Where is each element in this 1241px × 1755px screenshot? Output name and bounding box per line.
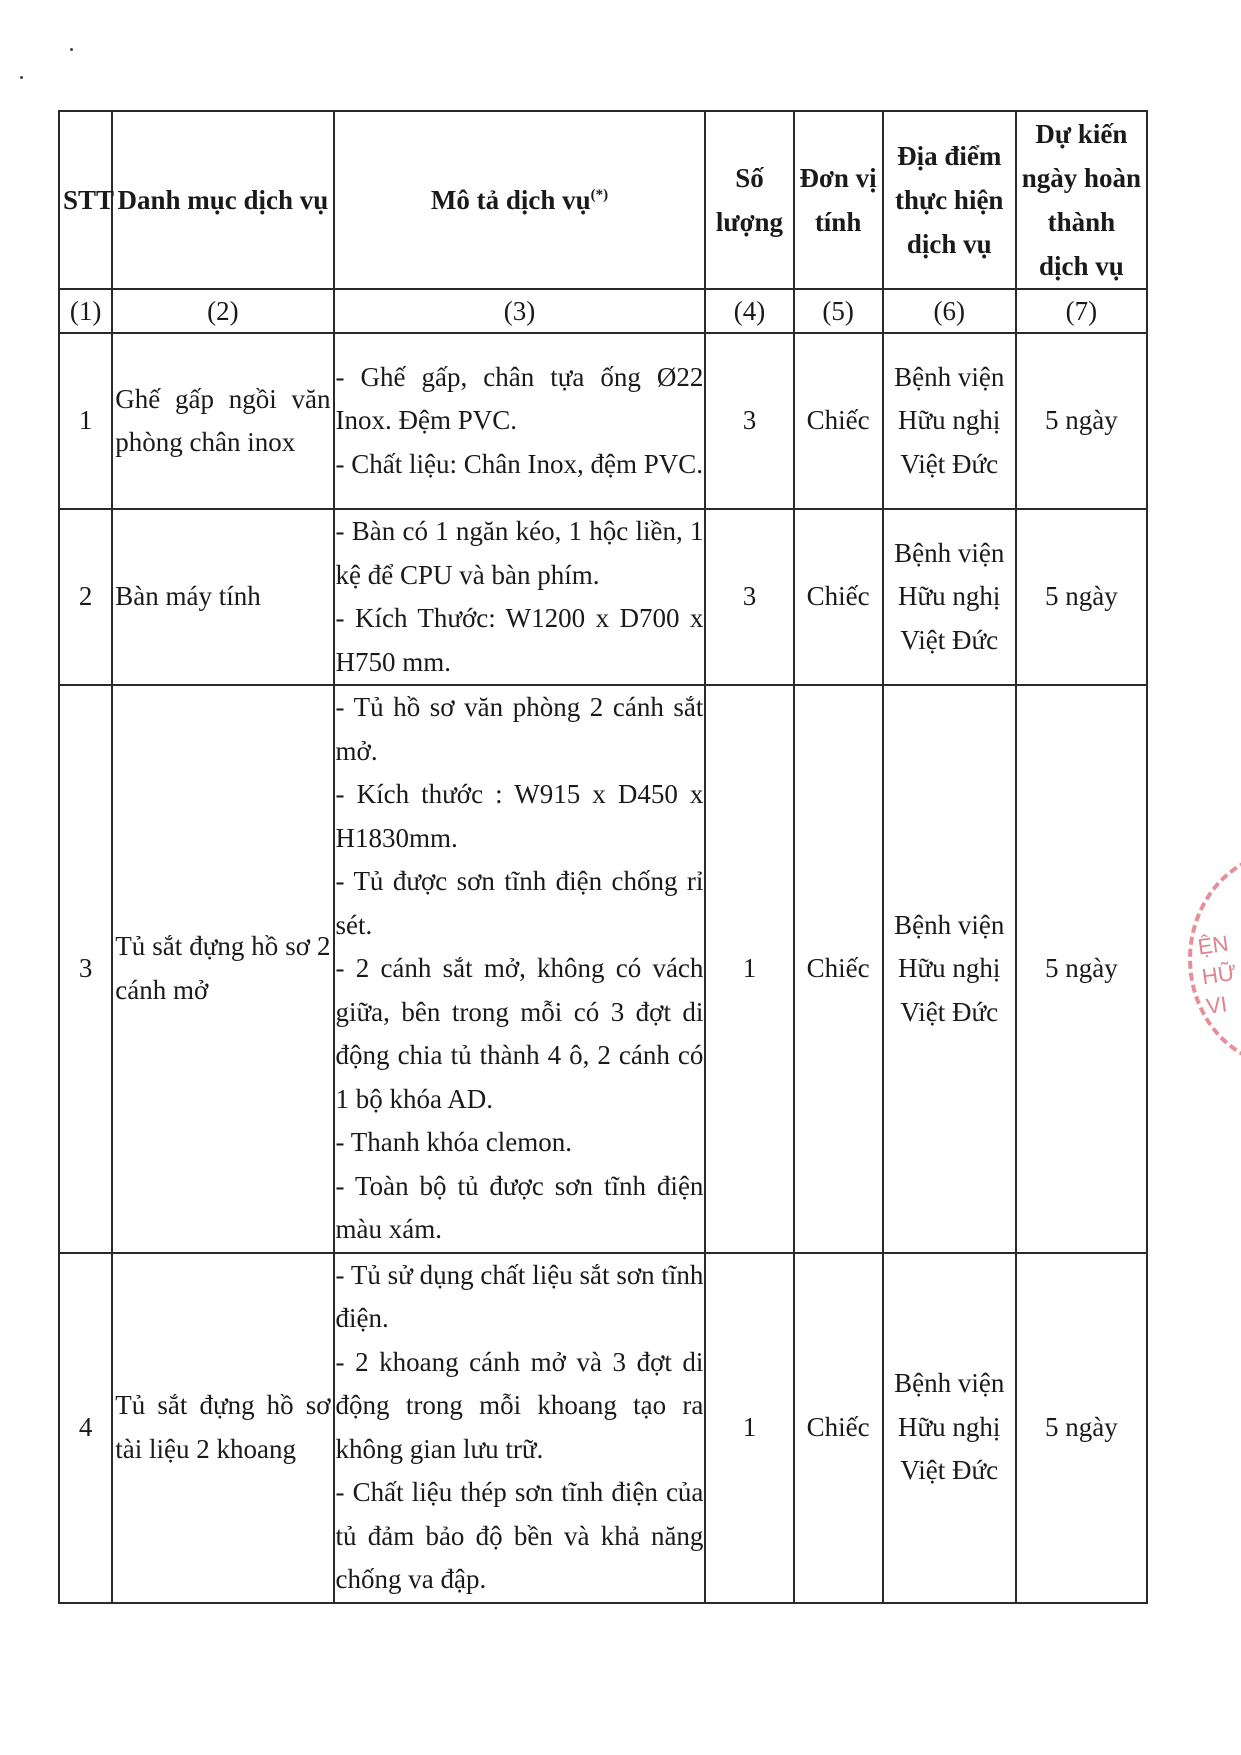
column-number: (7) xyxy=(1016,289,1147,333)
row-stt: 4 xyxy=(59,1253,112,1603)
header-completion: Dự kiến ngày hoàn thành dịch vụ xyxy=(1016,111,1147,289)
description-line: - Chất liệu: Chân Inox, đệm PVC. xyxy=(335,448,704,479)
header-quantity: Số lượng xyxy=(705,111,793,289)
row-quantity: 3 xyxy=(705,333,793,509)
row-quantity: 1 xyxy=(705,685,793,1253)
row-stt: 1 xyxy=(59,333,112,509)
row-service-name: Bàn máy tính xyxy=(112,509,333,685)
row-stt: 2 xyxy=(59,509,112,685)
description-line: - Thanh khóa clemon. xyxy=(335,1127,572,1157)
description-line: - Kích thước : W915 x D450 x H1830mm. xyxy=(335,779,704,853)
row-description xyxy=(334,509,706,685)
column-number: (1) xyxy=(59,289,112,333)
row-stt: 3 xyxy=(59,685,112,1253)
column-number-row xyxy=(59,289,1147,333)
header-location: Địa điểm thực hiện dịch vụ xyxy=(883,111,1016,289)
header-service-category: Danh mục dịch vụ xyxy=(112,111,333,289)
column-number: (5) xyxy=(794,289,883,333)
description-line: - Tủ được sơn tĩnh điện chống rỉ sét. xyxy=(335,866,704,940)
header-row xyxy=(59,111,1147,289)
description-line: - Toàn bộ tủ được sơn tĩnh điện màu xám. xyxy=(335,1170,704,1244)
row-service-name: Tủ sắt đựng hồ sơ tài liệu 2 khoang xyxy=(112,1253,333,1603)
table-row xyxy=(59,685,1147,1253)
header-service-description: Mô tả dịch vụ(*) xyxy=(334,111,706,289)
services-table xyxy=(58,110,1148,1604)
row-unit: Chiếc xyxy=(794,1253,883,1603)
row-service-name: Tủ sắt đựng hồ sơ 2 cánh mở xyxy=(112,685,333,1253)
scan-speck xyxy=(70,48,73,51)
column-number: (3) xyxy=(334,289,706,333)
column-number: (4) xyxy=(705,289,793,333)
column-number: (6) xyxy=(883,289,1016,333)
row-quantity: 3 xyxy=(705,509,793,685)
description-line: - Ghế gấp, chân tựa ống Ø22 Inox. Đệm PVC. xyxy=(335,361,704,436)
description-line: - Chất liệu thép sơn tĩnh điện của tủ đảm bảo độ bền và khả năng chống va đập. xyxy=(335,1477,704,1594)
stamp-line: VI xyxy=(1204,991,1229,1020)
row-completion: 5 ngày xyxy=(1016,333,1147,509)
table-row xyxy=(59,1253,1147,1603)
header-unit: Đơn vị tính xyxy=(794,111,883,289)
row-unit: Chiếc xyxy=(794,509,883,685)
row-location: Bệnh viện Hữu nghị Việt Đức xyxy=(883,685,1016,1253)
row-unit: Chiếc xyxy=(794,333,883,509)
row-quantity: 1 xyxy=(705,1253,793,1603)
scan-speck xyxy=(20,76,23,79)
table-row xyxy=(59,333,1147,509)
description-line: - 2 cánh sắt mở, không có vách giữa, bên trong mỗi có 3 đợt di động chia tủ thành 4 ô, 2 cánh có 1 bộ khóa AD. xyxy=(335,953,704,1114)
row-completion: 5 ngày xyxy=(1016,685,1147,1253)
row-service-name: Ghế gấp ngồi văn phòng chân inox xyxy=(112,333,333,509)
row-completion: 5 ngày xyxy=(1016,509,1147,685)
description-footnote-mark: (*) xyxy=(590,187,609,203)
column-number: (2) xyxy=(112,289,333,333)
stamp-line: HỮ xyxy=(1200,959,1239,990)
red-seal-stamp xyxy=(1188,850,1241,1060)
stamp-line: ỆN xyxy=(1196,930,1230,960)
description-line: - Kích Thước: W1200 x D700 x H750 mm. xyxy=(335,603,704,677)
header-stt: STT xyxy=(59,111,112,289)
description-line: - Tủ hồ sơ văn phòng 2 cánh sắt mở. xyxy=(335,692,704,766)
description-line: - Tủ sử dụng chất liệu sắt sơn tĩnh điện. xyxy=(335,1259,704,1333)
row-completion: 5 ngày xyxy=(1016,1253,1147,1603)
description-line: - 2 khoang cánh mở và 3 đợt di động trong mỗi khoang tạo ra không gian lưu trữ. xyxy=(335,1346,704,1464)
row-description xyxy=(334,1253,706,1603)
row-location: Bệnh viện Hữu nghị Việt Đức xyxy=(883,333,1016,509)
row-description xyxy=(334,333,706,509)
row-location: Bệnh viện Hữu nghị Việt Đức xyxy=(883,509,1016,685)
table-row xyxy=(59,509,1147,685)
row-location: Bệnh viện Hữu nghị Việt Đức xyxy=(883,1253,1016,1603)
row-unit: Chiếc xyxy=(794,685,883,1253)
row-description xyxy=(334,685,706,1253)
description-line: - Bàn có 1 ngăn kéo, 1 hộc liền, 1 kệ để CPU và bàn phím. xyxy=(335,516,704,590)
